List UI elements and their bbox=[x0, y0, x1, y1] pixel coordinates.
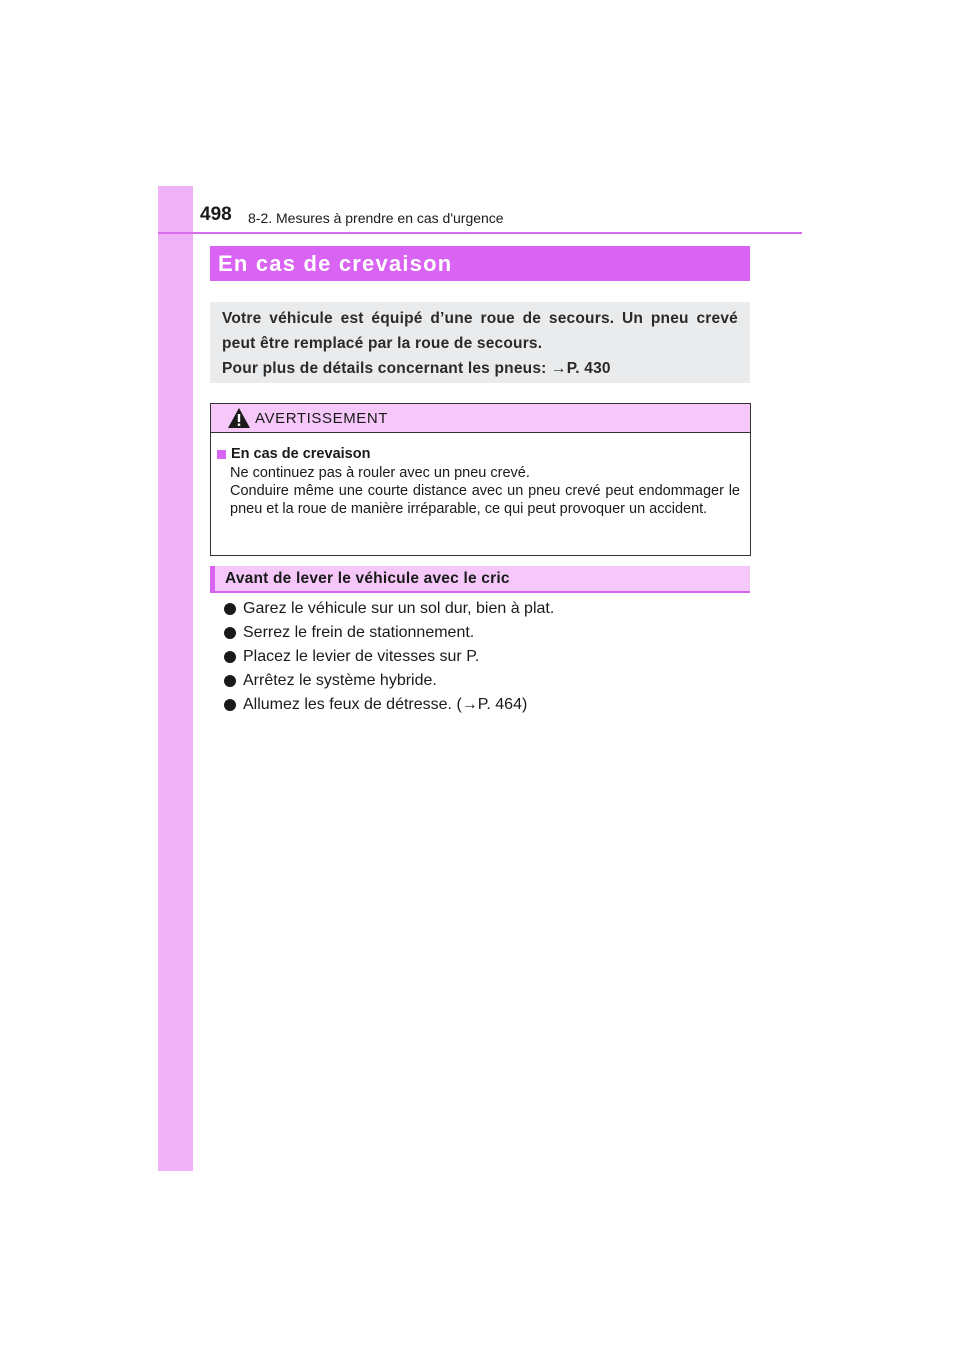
bullet-icon bbox=[224, 699, 236, 711]
step-text: Serrez le frein de stationnement. bbox=[243, 624, 475, 641]
subsection-title: Avant de lever le véhicule avec le cric bbox=[225, 569, 510, 587]
intro-text: Votre véhicule est équipé d’une roue de secours. Un pneu crevé peut être remplacé par la roue de secours. bbox=[222, 310, 738, 352]
title-bar bbox=[210, 246, 750, 281]
step-text: Arrêtez le système hybride. bbox=[243, 672, 437, 689]
square-bullet-icon bbox=[217, 450, 226, 459]
bullet-icon bbox=[224, 603, 236, 615]
header-divider bbox=[158, 232, 802, 234]
bullet-icon bbox=[224, 651, 236, 663]
warning-body bbox=[211, 433, 750, 518]
step-text: Placez le levier de vitesses sur P. bbox=[243, 648, 480, 665]
step-text: Garez le véhicule sur un sol dur, bien à plat. bbox=[243, 600, 555, 617]
step-text: Allumez les feux de détresse. (→P. 464) bbox=[243, 696, 528, 713]
list-item bbox=[224, 621, 554, 645]
warning-subhead-text: En cas de crevaison bbox=[231, 446, 371, 462]
warning-label: AVERTISSEMENT bbox=[255, 409, 389, 427]
warning-box bbox=[210, 403, 751, 556]
list-item bbox=[224, 669, 554, 693]
intro-box bbox=[210, 302, 750, 383]
list-item bbox=[224, 693, 554, 717]
list-item bbox=[224, 597, 554, 621]
warning-text-2: Conduire même une courte distance avec un pneu crevé peut endommager le pneu et la roue de manière irréparable, ce qui peut provoquer un accident. bbox=[230, 483, 740, 517]
section-header: 8-2. Mesures à prendre en cas d'urgence bbox=[248, 210, 504, 226]
subsection-bar bbox=[210, 566, 750, 593]
intro-reference: Pour plus de détails concernant les pneus: →P. 430 bbox=[222, 360, 611, 377]
bullet-icon bbox=[224, 675, 236, 687]
list-item bbox=[224, 645, 554, 669]
page-number: 498 bbox=[200, 204, 232, 225]
page-title: En cas de crevaison bbox=[218, 250, 453, 276]
bullet-icon bbox=[224, 627, 236, 639]
warning-triangle-icon bbox=[227, 407, 251, 429]
warning-text-1: Ne continuez pas à rouler avec un pneu crevé. bbox=[230, 465, 530, 481]
steps-list bbox=[224, 597, 554, 717]
warning-header bbox=[211, 404, 750, 433]
warning-subhead bbox=[217, 445, 740, 464]
chapter-side-tab bbox=[158, 186, 193, 1171]
